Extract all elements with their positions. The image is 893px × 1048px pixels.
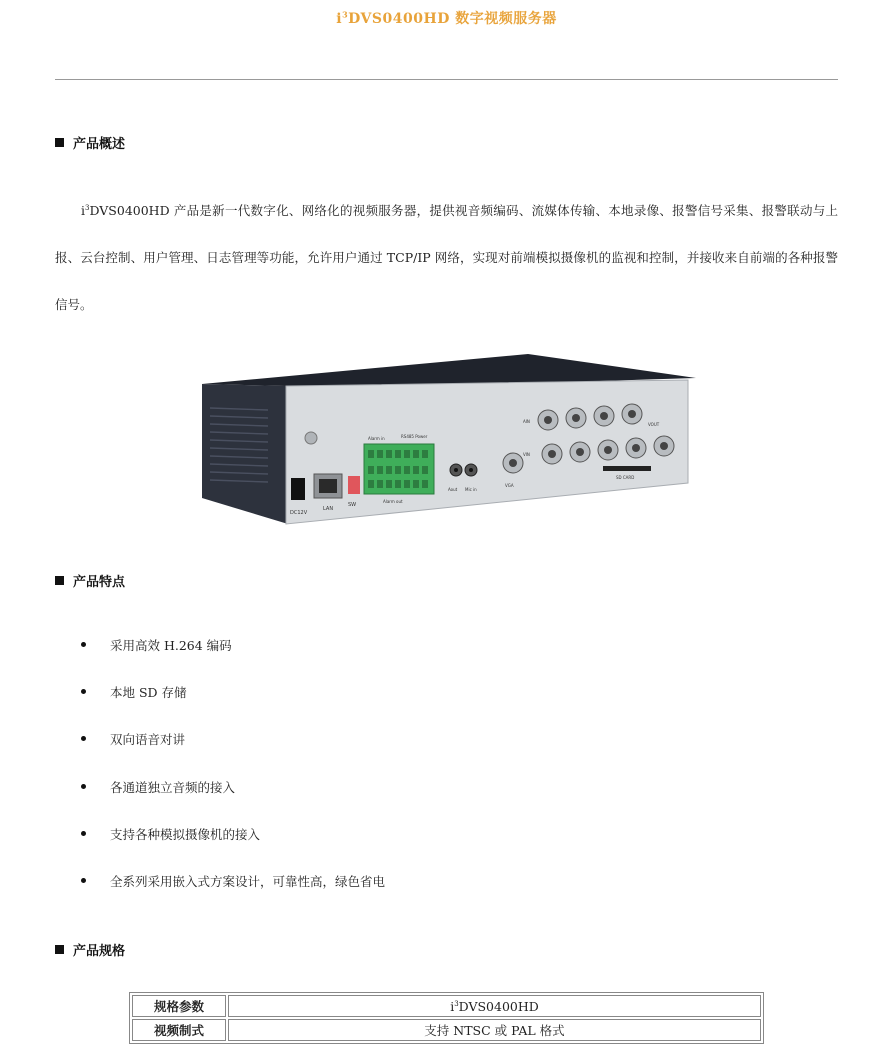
vin-label: VIN bbox=[523, 452, 530, 457]
alarm-in-label: Alarm in bbox=[368, 436, 385, 441]
list-item: 全系列采用嵌入式方案设计，可靠性高，绿色省电 bbox=[78, 864, 385, 911]
spec-value: $i^3DVS0400HD$ bbox=[228, 995, 761, 1017]
spec-table bbox=[129, 992, 764, 1044]
document-title: $i^3DVS0400HD$ 数字视频服务器 bbox=[336, 9, 557, 27]
table-row bbox=[132, 1019, 761, 1041]
square-bullet-icon bbox=[55, 576, 64, 585]
alarm-out-label: Alarm out bbox=[383, 499, 403, 504]
table-row bbox=[132, 995, 761, 1017]
aout-label: Aout bbox=[448, 487, 458, 492]
list-item: 支持各种模拟摄像机的接入 bbox=[78, 817, 385, 864]
bullet-icon bbox=[81, 784, 86, 789]
list-item: 双向语音对讲 bbox=[78, 722, 385, 769]
bullet-icon bbox=[81, 831, 86, 836]
heading-overview: 产品概述 bbox=[55, 133, 125, 152]
square-bullet-icon bbox=[55, 945, 64, 954]
divider bbox=[55, 79, 838, 80]
lan-label: LAN bbox=[323, 506, 334, 512]
feature-list bbox=[78, 628, 385, 911]
list-item: 采用高效 H.264 编码 bbox=[78, 628, 385, 675]
vga-label: VGA bbox=[505, 483, 514, 488]
sw-label: SW bbox=[348, 502, 357, 508]
spec-key: 规格参数 bbox=[132, 995, 226, 1017]
list-item: 本地 SD 存储 bbox=[78, 675, 385, 722]
heading-features: 产品特点 bbox=[55, 571, 125, 590]
spec-key: 视频制式 bbox=[132, 1019, 226, 1041]
bullet-icon bbox=[81, 642, 86, 647]
square-bullet-icon bbox=[55, 138, 64, 147]
device-photo bbox=[198, 348, 698, 528]
bullet-icon bbox=[81, 736, 86, 741]
heading-spec: 产品规格 bbox=[55, 940, 125, 959]
mic-in-label: Mic in bbox=[465, 487, 477, 492]
bullet-icon bbox=[81, 689, 86, 694]
dc-label: DC12V bbox=[290, 510, 308, 516]
spec-value: 支持 NTSC 或 PAL 格式 bbox=[228, 1019, 761, 1041]
sd-label: SD CARD bbox=[616, 475, 635, 480]
rs485-label: RS485 Power bbox=[401, 434, 428, 439]
ain-label: AIN bbox=[523, 419, 530, 424]
vout-label: VOUT bbox=[648, 422, 660, 427]
bullet-icon bbox=[81, 878, 86, 883]
overview-paragraph: $i^3DVS0400HD$ 产品是新一代数字化、网络化的视频服务器，提供视音频编码、流媒体传输、本地录像、报警信号采集、报警联动与上报、云台控制、用户管理、日志管理等功能，允许用户通过 TCP/IP 网络，实现对前端模拟摄像机的监视和控制，并接收来自前端的各种报警信号。 bbox=[55, 203, 838, 313]
list-item: 各通道独立音频的接入 bbox=[78, 770, 385, 817]
